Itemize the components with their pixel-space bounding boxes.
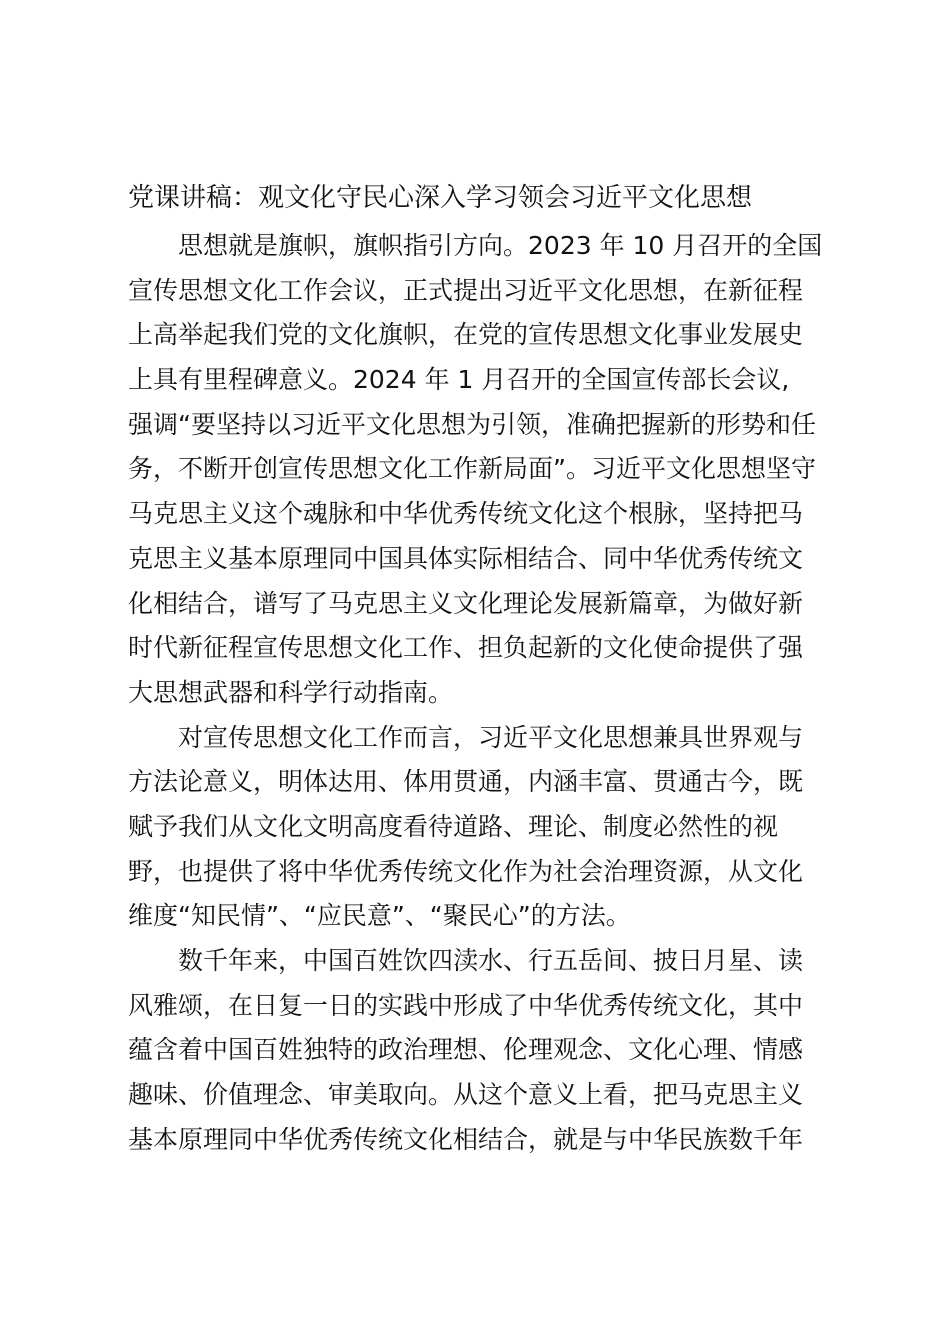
document-title: 党课讲稿：观文化守民心深入学习领会习近平文化思想 xyxy=(128,183,753,213)
text-line: 上高举起我们党的文化旗帜，在党的宣传思想文化事业发展史 xyxy=(128,320,804,350)
text-line: 蕴含着中国百姓独特的政治理想、伦理观念、文化心理、情感 xyxy=(128,1035,804,1065)
text-line: 大思想武器和科学行动指南。 xyxy=(128,677,454,707)
text-line: 强调“要坚持以习近平文化思想为引领，准确把握新的形势和任 xyxy=(128,409,816,439)
text-line: 数千年来，中国百姓饮四渎水、行五岳间、披日月星、读 xyxy=(178,946,804,975)
text-line: 马克思主义这个魂脉和中华优秀传统文化这个根脉，坚持把马 xyxy=(128,499,804,529)
text-line: 思想就是旗帜，旗帜指引方向。2023 年 10 月召开的全国 xyxy=(178,231,823,260)
text-line: 务，不断开创宣传思想文化工作新局面”。习近平文化思想坚守 xyxy=(128,454,816,484)
text-line: 上具有里程碑意义。2024 年 1 月召开的全国宣传部长会议, xyxy=(128,365,790,395)
text-line: 野，也提供了将中华优秀传统文化作为社会治理资源，从文化 xyxy=(128,856,804,886)
text-line: 维度“知民情”、“应民意”、“聚民心”的方法。 xyxy=(128,901,631,931)
text-line: 基本原理同中华优秀传统文化相结合，就是与中华民族数千年 xyxy=(128,1124,804,1154)
text-line: 克思主义基本原理同中国具体实际相结合、同中华优秀传统文 xyxy=(128,543,804,573)
text-line: 方法论意义，明体达用、体用贯通，内涵丰富、贯通古今，既 xyxy=(128,767,804,797)
text-line: 对宣传思想文化工作而言，习近平文化思想兼具世界观与 xyxy=(178,722,804,752)
text-line: 时代新征程宣传思想文化工作、担负起新的文化使命提供了强 xyxy=(128,633,804,663)
text-line: 赋予我们从文化文明高度看待道路、理论、制度必然性的视 xyxy=(128,811,779,841)
text-line: 化相结合，谱写了马克思主义文化理论发展新篇章，为做好新 xyxy=(128,588,804,618)
text-line: 趣味、价值理念、审美取向。从这个意义上看，把马克思主义 xyxy=(128,1080,804,1110)
text-line: 风雅颂，在日复一日的实践中形成了中华优秀传统文化，其中 xyxy=(128,990,804,1020)
document-body xyxy=(128,224,828,1162)
text-line: 宣传思想文化工作会议，正式提出习近平文化思想，在新征程 xyxy=(128,275,804,305)
